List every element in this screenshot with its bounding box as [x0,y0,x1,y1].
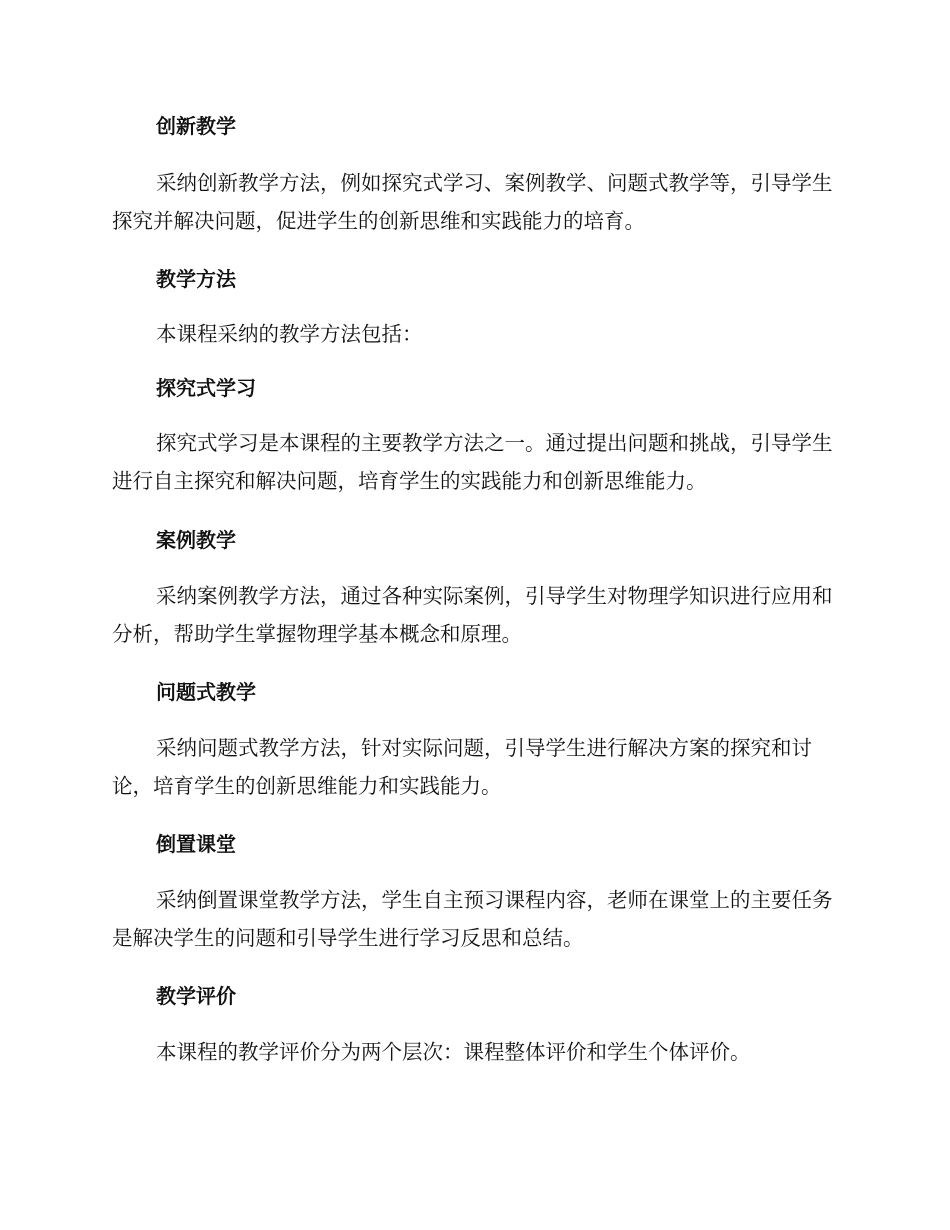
section-heading-innovative-teaching: 创新教学 [156,114,236,138]
section-body-innovative-teaching: 采纳创新教学方法，例如探究式学习、案例教学、问题式教学等，引导学生探究并解决问题，促进学生的创新思维和实践能力的培育。 [112,171,833,233]
section-body-teaching-evaluation: 本课程的教学评价分为两个层次：课程整体评价和学生个体评价。 [156,1040,751,1064]
section-heading-teaching-evaluation: 教学评价 [156,984,236,1008]
section-body-flipped-classroom: 采纳倒置课堂教学方法，学生自主预习课程内容，老师在课堂上的主要任务是解决学生的问题和引导学生进行学习反思和总结。 [112,888,833,950]
section-body-problem-based-teaching: 采纳问题式教学方法，针对实际问题，引导学生进行解决方案的探究和讨论，培育学生的创新思维能力和实践能力。 [112,736,812,798]
section-heading-inquiry-learning: 探究式学习 [156,376,256,400]
section-heading-flipped-classroom: 倒置课堂 [156,832,236,856]
section-heading-problem-based-teaching: 问题式教学 [156,680,256,704]
section-body-inquiry-learning: 探究式学习是本课程的主要教学方法之一。通过提出问题和挑战，引导学生进行自主探究和解决问题，培育学生的实践能力和创新思维能力。 [112,431,833,493]
section-heading-case-teaching: 案例教学 [156,528,236,552]
section-heading-teaching-methods: 教学方法 [156,267,236,291]
section-body-teaching-methods: 本课程采纳的教学方法包括： [156,322,423,346]
section-body-case-teaching: 采纳案例教学方法，通过各种实际案例，引导学生对物理学知识进行应用和分析，帮助学生掌握物理学基本概念和原理。 [112,584,833,646]
